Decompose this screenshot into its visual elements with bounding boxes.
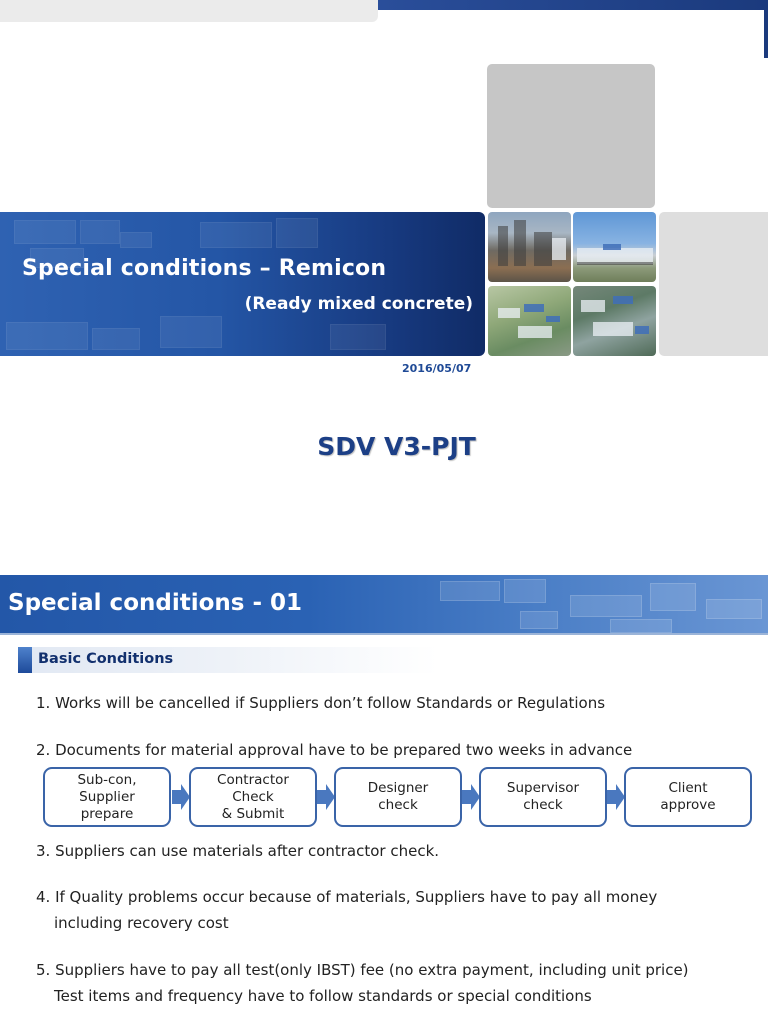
condition-item-2: [36, 737, 632, 763]
top-blue-bar: [378, 0, 768, 10]
flow-arrow-icon: [607, 784, 625, 810]
aerial-campus-photo: [573, 286, 656, 356]
section-heading: [18, 647, 438, 673]
flow-step-supervisor-check: Supervisor check: [479, 767, 607, 827]
condition-text: 5. Suppliers have to pay all test(only IBST) fee (no extra payment, including unit price): [36, 961, 689, 979]
flow-step-supplier-prepare: Sub-con, Supplier prepare: [43, 767, 171, 827]
flow-step-contractor-check: Contractor Check & Submit: [189, 767, 317, 827]
condition-item-3: [36, 838, 439, 864]
condition-text: 3. Suppliers can use materials after contractor check.: [36, 842, 440, 860]
condition-item-5: [36, 957, 689, 1009]
banner-pattern: [0, 212, 485, 356]
presentation-subtitle: (Ready mixed concrete): [244, 294, 473, 314]
flow-arrow-icon: [462, 784, 480, 810]
condition-item-1: [36, 690, 605, 716]
construction-site-photo: [488, 212, 571, 282]
aerial-site-photo: [488, 286, 571, 356]
conditions-slide: [0, 575, 768, 1024]
section-heading-text: Basic Conditions: [38, 651, 174, 667]
condition-text-continued: including recovery cost: [54, 914, 229, 932]
flow-arrow-icon: [317, 784, 335, 810]
condition-text-continued: Test items and frequency have to follow standards or special conditions: [54, 987, 592, 1005]
project-name: SDV V3-PJT: [317, 432, 476, 461]
factory-building-photo: [573, 212, 656, 282]
section-marker: [18, 647, 32, 673]
condition-text: 4. If Quality problems occur because of materials, Suppliers have to pay all money: [36, 888, 658, 906]
condition-item-4: [36, 884, 657, 936]
slide-header: [0, 575, 768, 633]
header-divider: [0, 633, 768, 635]
decorative-gray-block-right: [659, 212, 768, 356]
presentation-date: 2016/05/07: [402, 362, 472, 375]
decorative-gray-block: [487, 64, 655, 208]
flow-step-designer-check: Designer check: [334, 767, 462, 827]
condition-text: 1. Works will be cancelled if Suppliers don’t follow Standards or Regulations: [36, 694, 606, 712]
flow-arrow-icon: [172, 784, 190, 810]
flow-step-client-approve: Client approve: [624, 767, 752, 827]
slide-title: Special conditions - 01: [8, 590, 303, 616]
condition-text: 2. Documents for material approval have to be prepared two weeks in advance: [36, 741, 633, 759]
top-gray-tab: [0, 0, 378, 22]
presentation-title: Special conditions – Remicon: [22, 256, 387, 281]
top-right-accent: [764, 10, 768, 58]
title-banner: [0, 212, 485, 356]
header-pattern: [420, 575, 768, 633]
